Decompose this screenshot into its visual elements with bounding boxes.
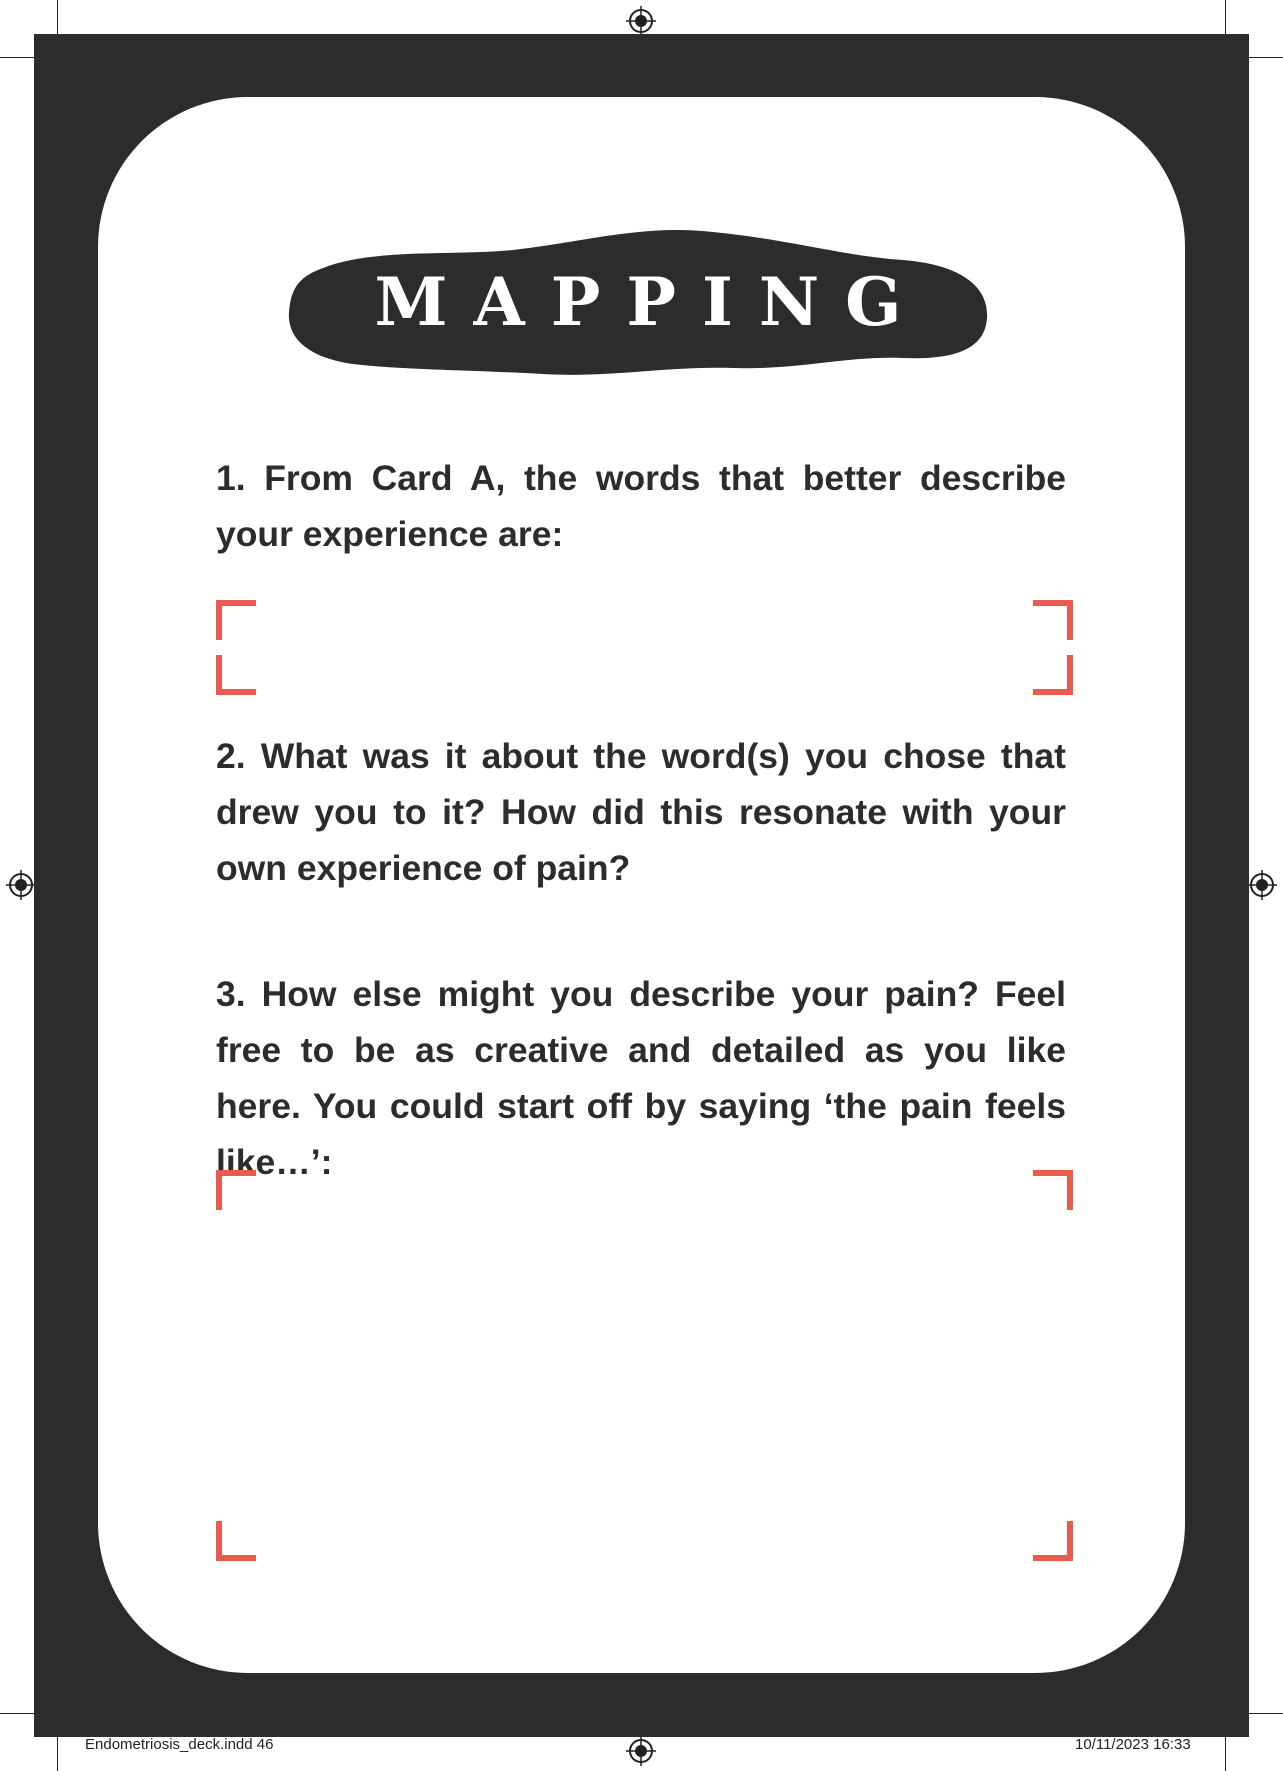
slug-date: 10/11/2023 16:33 bbox=[1075, 1736, 1191, 1753]
question-3: 3. How else might you describe your pain? Feel free to be as creative and detailed as you like here. You could start off by saying ‘the pain feels like…’: bbox=[216, 974, 1066, 1182]
answer-box-corner bbox=[1033, 1170, 1073, 1210]
answer-box-corner bbox=[1033, 1521, 1073, 1561]
card-title: MAPPING bbox=[374, 263, 928, 341]
answer-box-corner bbox=[1033, 600, 1073, 640]
answer-box-corner bbox=[216, 1521, 256, 1561]
answer-box-corner bbox=[216, 655, 256, 695]
question-1: 1. From Card A, the words that better describe your experience are: bbox=[216, 458, 1066, 554]
answer-box-corner bbox=[216, 1170, 256, 1210]
question-2: 2. What was it about the word(s) you chose that drew you to it? How did this resonate with your own experience of pain? bbox=[216, 736, 1066, 888]
registration-mark-icon bbox=[626, 1736, 656, 1766]
registration-mark-icon bbox=[1247, 870, 1277, 900]
slug-file: Endometriosis_deck.indd 46 bbox=[85, 1736, 274, 1753]
answer-box-corner bbox=[1033, 655, 1073, 695]
registration-mark-icon bbox=[6, 870, 36, 900]
registration-mark-icon bbox=[626, 6, 656, 36]
answer-box-corner bbox=[216, 600, 256, 640]
